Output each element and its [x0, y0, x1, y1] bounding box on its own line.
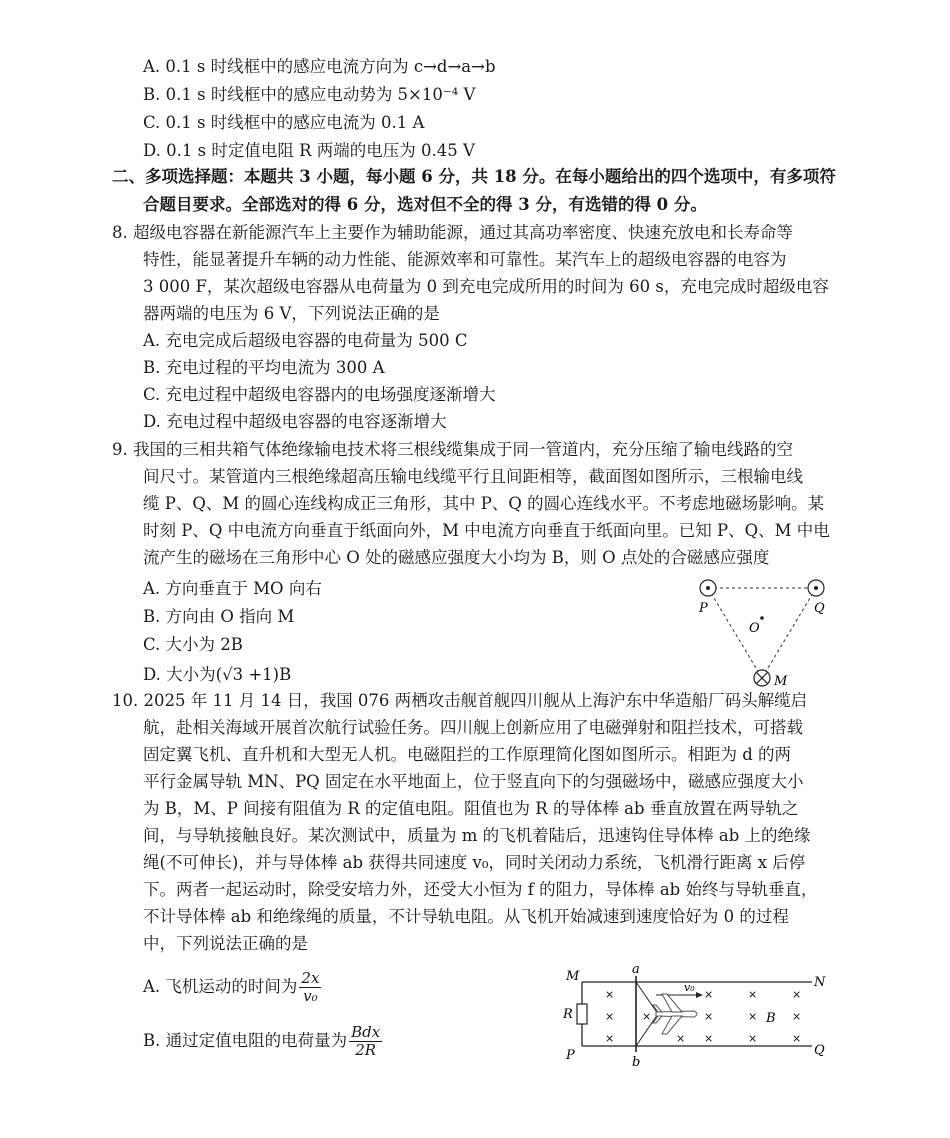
label-q: Q [814, 1043, 825, 1058]
field-cross: × [704, 988, 714, 1001]
q10-option-a-denominator: v₀ [303, 987, 318, 1005]
q9-stem-line2: 间尺寸。某管道内三根绝缘超高压输电线缆平行且间距相等，截面图如图所示，三根输电线 [143, 467, 803, 486]
q10-option-b-denominator: 2R [355, 1041, 377, 1059]
q10-option-a [143, 970, 323, 1005]
label-p: P [699, 601, 708, 616]
q10-stem-line5: 为 B，M、P 间接有阻值为 R 的定值电阻。阻值也为 R 的导体棒 ab 垂直放置在两导轨之 [143, 799, 799, 818]
field-cross: × [605, 1010, 615, 1023]
q10-option-a-numerator: 2x [301, 969, 320, 987]
label-v0: v₀ [684, 981, 695, 994]
field-cross: × [704, 1010, 714, 1023]
q10-stem-line8: 下。两者一起运动时，除受安培力外，还受大小恒为 f 的阻力，导体棒 ab 始终与导轨垂直， [143, 880, 818, 899]
q8-stem-line1: 8. 超级电容器在新能源汽车上主要作为辅助能源，通过其高功率密度、快速充放电和长寿命等 [112, 223, 793, 242]
q10-stem-line1: 10. 2025 年 11 月 14 日，我国 076 两栖攻击舰首舰四川舰从上海沪东中华造船厂码头解缆启 [112, 691, 808, 710]
q9-option-c: C. 大小为 2B [143, 635, 243, 654]
label-m: M [566, 969, 580, 984]
q8-option-d: D. 充电过程中超级电容器的电容逐渐增大 [143, 412, 447, 431]
q7-option-a: A. 0.1 s 时线框中的感应电流方向为 c→d→a→b [143, 57, 496, 76]
q9-option-d: D. 大小为(√3 +1)B [143, 665, 292, 684]
q10-rail-diagram [560, 962, 830, 1072]
field-cross: × [704, 1032, 714, 1045]
q10-option-a-fraction [299, 970, 321, 1005]
q9-stem-line3: 缆 P、Q、M 的圆心连线构成正三角形，其中 P、Q 的圆心连线水平。不考虑地磁场影响。某 [143, 494, 825, 513]
q10-option-a-text: A. 飞机运动的时间为 [143, 977, 298, 996]
q10-option-b [143, 1024, 384, 1059]
field-cross: × [676, 1032, 686, 1045]
resistor-r [577, 1004, 587, 1024]
label-m: M [774, 674, 788, 689]
q9-stem-line5: 流产生的磁场在三角形中心 O 处的磁感应强度大小均为 B，则 O 点处的合磁感应强度 [143, 548, 770, 567]
field-cross: × [605, 988, 615, 1001]
current-out-dot-q [814, 586, 818, 590]
q9-option-b: B. 方向由 O 指向 M [143, 607, 295, 626]
q9-stem-line1: 9. 我国的三相共箱气体绝缘输电技术将三根线缆集成于同一管道内，充分压缩了输电线路的空 [112, 440, 793, 459]
q10-option-b-numerator: Bdx [351, 1023, 381, 1041]
q7-option-d: D. 0.1 s 时定值电阻 R 两端的电压为 0.45 V [143, 141, 475, 160]
q8-stem-line3: 3 000 F，某次超级电容器从电荷量为 0 到充电完成所用的时间为 60 s，充电完成时超级电容 [143, 277, 829, 296]
label-p: P [566, 1048, 575, 1063]
field-cross: × [792, 988, 802, 1001]
q10-option-b-fraction [349, 1024, 382, 1059]
center-point-o [760, 616, 764, 620]
q10-stem-line7: 绳(不可伸长)，并与导体棒 ab 获得共同速度 v₀，同时关闭动力系统，飞机滑行距离 x 后停 [143, 853, 806, 872]
q8-option-b: B. 充电过程的平均电流为 300 A [143, 358, 385, 377]
field-cross: × [642, 1010, 652, 1023]
q10-stem-line10: 中，下列说法正确的是 [143, 934, 308, 953]
label-r: R [563, 1007, 573, 1022]
label-o: O [749, 621, 760, 636]
q10-stem-line2: 航，赴相关海域开展首次航行试验任务。四川舰上创新应用了电磁弹射和阻拦技术，可搭载 [143, 718, 803, 737]
section2-heading-line2: 合题目要求。全部选对的得 6 分，选对但不全的得 3 分，有选错的得 0 分。 [143, 195, 707, 214]
airplane-icon [653, 994, 697, 1034]
field-cross: × [748, 1032, 758, 1045]
q7-option-c: C. 0.1 s 时线框中的感应电流为 0.1 A [143, 113, 425, 132]
q8-stem-line2: 特性，能显著提升车辆的动力性能、能源效率和可靠性。某汽车上的超级电容器的电容为 [143, 250, 787, 269]
q10-stem-line6: 间，与导轨接触良好。某次测试中，质量为 m 的飞机着陆后，迅速钩住导体棒 ab 上的绝缘 [143, 826, 811, 845]
q8-option-a: A. 充电完成后超级电容器的电荷量为 500 C [143, 331, 468, 350]
q8-option-c: C. 充电过程中超级电容器内的电场强度逐渐增大 [143, 385, 496, 404]
q9-stem-line4: 时刻 P、Q 中电流方向垂直于纸面向外，M 中电流方向垂直于纸面向里。已知 P、Q、M 中电 [143, 521, 830, 540]
q8-stem-line4: 器两端的电压为 6 V，下列说法正确的是 [143, 304, 440, 323]
velocity-arrow-head [696, 992, 703, 998]
label-b-field: B [766, 1011, 776, 1026]
field-cross: × [748, 1010, 758, 1023]
label-n: N [814, 975, 826, 990]
dashed-line-qm [762, 588, 816, 678]
current-out-dot-p [706, 586, 710, 590]
label-q: Q [814, 601, 825, 616]
field-cross: × [792, 1010, 802, 1023]
q9-option-a: A. 方向垂直于 MO 向右 [143, 579, 322, 598]
q10-stem-line9: 不计导体棒 ab 和绝缘绳的质量，不计导轨电阻。从飞机开始减速到速度恰好为 0 的过程 [143, 907, 789, 926]
q10-stem-line4: 平行金属导轨 MN、PQ 固定在水平地面上，位于竖直向下的匀强磁场中，磁感应强度大小 [143, 772, 804, 791]
section2-heading-line1: 二、多项选择题：本题共 3 小题，每小题 6 分，共 18 分。在每小题给出的四个选项中，有多项符 [112, 167, 836, 186]
q9-cable-diagram [690, 570, 830, 692]
label-a: a [632, 962, 640, 977]
label-b: b [632, 1055, 641, 1070]
field-cross: × [748, 988, 758, 1001]
q10-option-b-text: B. 通过定值电阻的电荷量为 [143, 1031, 348, 1050]
field-cross: × [605, 1032, 615, 1045]
q7-option-b: B. 0.1 s 时线框中的感应电动势为 5×10⁻⁴ V [143, 85, 476, 104]
field-cross: × [792, 1032, 802, 1045]
q10-stem-line3: 固定翼飞机、直升机和大型无人机。电磁阻拦的工作原理简化图如图所示。相距为 d 的两 [143, 745, 792, 764]
